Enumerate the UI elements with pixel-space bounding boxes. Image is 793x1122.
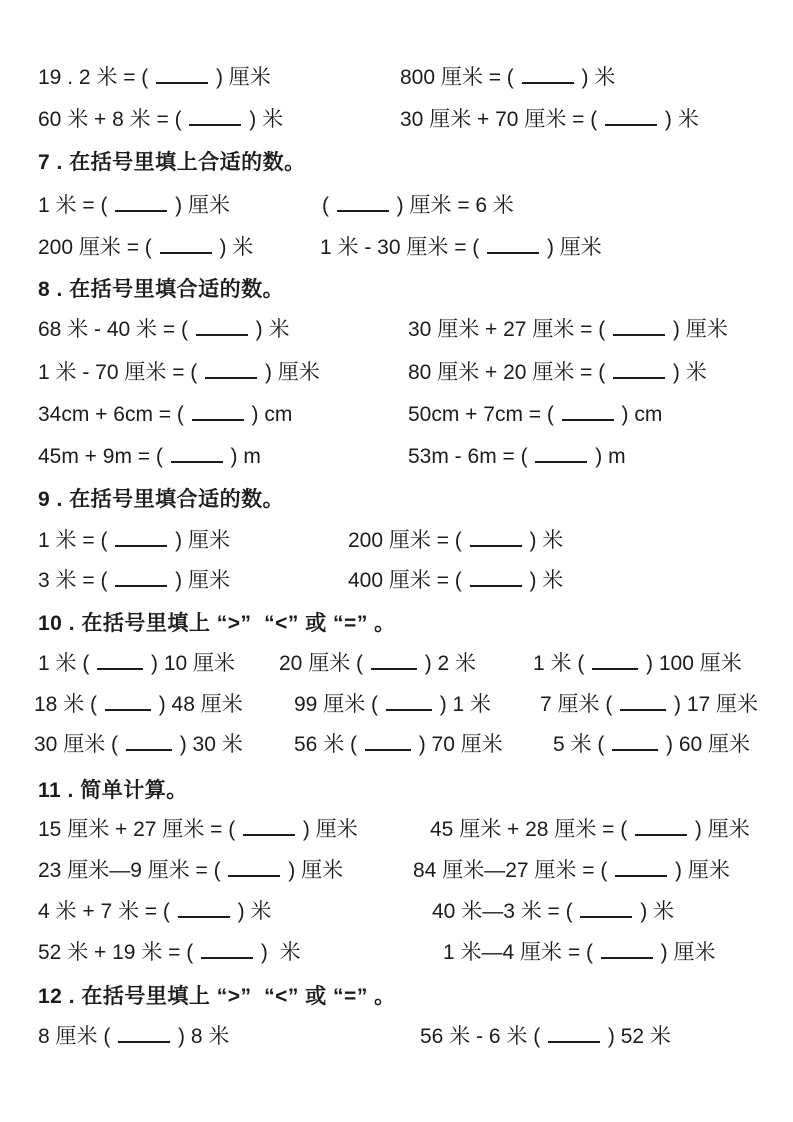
problem-text-pre: 84 厘米—27 厘米 = ( <box>413 859 614 882</box>
answer-blank <box>118 1036 170 1043</box>
problem-text-post: ) 厘米 = 6 米 <box>390 194 514 217</box>
problem-item <box>38 317 289 343</box>
section-heading: 10 . 在括号里填上 “>” “<” 或 “=” 。 <box>38 612 396 635</box>
problem-text-pre: 20 厘米 ( <box>279 652 369 675</box>
problem-text-pre: 3 米 = ( <box>38 569 114 592</box>
problem-item <box>322 193 514 219</box>
answer-blank <box>522 77 574 84</box>
answer-blank <box>470 580 522 587</box>
problem-text-pre: 56 米 ( <box>294 733 363 756</box>
problem-item <box>420 1024 671 1050</box>
answer-blank <box>192 414 244 421</box>
problem-text-post: ) 厘米 <box>259 361 320 384</box>
problem-text-pre: ( <box>322 194 335 217</box>
problem-text-post: ) cm <box>245 403 293 426</box>
problem-text-post: ) 厘米 <box>169 529 230 552</box>
answer-blank <box>171 456 223 463</box>
answer-blank <box>115 580 167 587</box>
answer-blank <box>601 952 653 959</box>
problem-text-pre: 53m - 6m = ( <box>408 445 534 468</box>
problem-text-pre: 52 米 + 19 米 = ( <box>38 941 200 964</box>
problem-item <box>540 692 758 718</box>
problem-text-post: ) cm <box>615 403 663 426</box>
problem-text-post: ) m <box>224 445 261 468</box>
problem-text-pre: 4 米 + 7 米 = ( <box>38 900 176 923</box>
problem-item <box>38 940 301 966</box>
problem-item <box>34 732 243 758</box>
problem-text-post: ) 米 <box>213 236 254 259</box>
answer-blank <box>243 829 295 836</box>
answer-blank <box>613 329 665 336</box>
answer-blank <box>615 870 667 877</box>
problem-text-post: ) 48 厘米 <box>152 693 243 716</box>
problem-text-post: ) 米 <box>667 361 707 384</box>
problem-text-pre: 800 厘米 = ( <box>400 66 520 89</box>
answer-blank <box>365 744 411 751</box>
problem-text-pre: 18 米 ( <box>34 693 103 716</box>
problem-text-post: ) 米 <box>231 900 272 923</box>
answer-blank <box>160 247 212 254</box>
problem-text-pre: 7 厘米 ( <box>540 693 619 716</box>
problem-text-post: ) 厘米 <box>667 318 728 341</box>
answer-blank <box>470 540 522 547</box>
problem-text-post: ) 厘米 <box>169 569 230 592</box>
problem-text-pre: 1 米 = ( <box>38 194 114 217</box>
problem-item <box>408 444 626 470</box>
problem-item <box>294 692 491 718</box>
answer-blank <box>205 372 257 379</box>
problem-text-post: ) 米 <box>249 318 290 341</box>
problem-item <box>38 1024 229 1050</box>
section-heading: 8 . 在括号里填合适的数。 <box>38 278 285 301</box>
problem-item <box>348 568 563 594</box>
problem-text-pre: 23 厘米—9 厘米 = ( <box>38 859 227 882</box>
problem-text-post: ) 厘米 <box>169 194 230 217</box>
answer-blank <box>580 911 632 918</box>
problem-text-post: ) 10 厘米 <box>145 652 236 675</box>
answer-blank <box>156 77 208 84</box>
answer-blank <box>386 704 432 711</box>
problem-text-post: ) 米 <box>659 108 699 131</box>
problem-text-post: ) 8 米 <box>172 1025 230 1048</box>
problem-item <box>533 651 742 677</box>
answer-blank <box>548 1036 600 1043</box>
problem-text-pre: 30 厘米 + 70 厘米 = ( <box>400 108 604 131</box>
problem-text-pre: 8 厘米 ( <box>38 1025 117 1048</box>
problem-item <box>413 858 730 884</box>
problem-text-pre: 1 米 - 70 厘米 = ( <box>38 361 204 384</box>
answer-blank <box>201 952 253 959</box>
problem-text-post: ) m <box>589 445 626 468</box>
problem-item <box>38 107 283 133</box>
problem-text-pre: 1 米 = ( <box>38 529 114 552</box>
problem-text-pre: 30 厘米 ( <box>34 733 124 756</box>
problem-text-post: ) 米 <box>575 66 616 89</box>
problem-item <box>38 360 320 386</box>
problem-text-post: ) 米 <box>243 108 284 131</box>
answer-blank <box>228 870 280 877</box>
answer-blank <box>592 663 638 670</box>
problem-item <box>279 651 476 677</box>
answer-blank <box>97 663 143 670</box>
problem-text-post: ) 厘米 <box>689 818 750 841</box>
problem-text-post: ) 厘米 <box>669 859 730 882</box>
section-heading: 7 . 在括号里填上合适的数。 <box>38 151 306 174</box>
problem-item <box>38 235 253 261</box>
problem-item <box>348 528 563 554</box>
answer-blank <box>562 414 614 421</box>
problem-text-pre: 15 厘米 + 27 厘米 = ( <box>38 818 242 841</box>
problem-text-post: ) 70 厘米 <box>412 733 503 756</box>
problem-text-post: ) 厘米 <box>297 818 358 841</box>
problem-item <box>400 107 699 133</box>
answer-blank <box>196 329 248 336</box>
problem-item <box>408 360 707 386</box>
problem-text-pre: 400 厘米 = ( <box>348 569 468 592</box>
problem-text-post: ) 米 <box>523 569 564 592</box>
problem-text-post: ) 100 厘米 <box>640 652 742 675</box>
answer-blank <box>487 247 539 254</box>
answer-blank <box>535 456 587 463</box>
problem-item <box>38 651 235 677</box>
problem-item <box>38 193 230 219</box>
problem-text-pre: 30 厘米 + 27 厘米 = ( <box>408 318 612 341</box>
section-heading: 12 . 在括号里填上 “>” “<” 或 “=” 。 <box>38 985 396 1008</box>
problem-text-post: ) 米 <box>634 900 675 923</box>
problem-text-post: ) 52 米 <box>602 1025 671 1048</box>
problem-text-post: ) 60 厘米 <box>660 733 751 756</box>
problem-item <box>38 65 271 91</box>
problem-text-pre: 68 米 - 40 米 = ( <box>38 318 194 341</box>
problem-text-post: ) 厘米 <box>210 66 271 89</box>
problem-text-pre: 1 米 - 30 厘米 = ( <box>320 236 486 259</box>
problem-item <box>34 692 243 718</box>
problem-item <box>38 899 271 925</box>
answer-blank <box>620 704 666 711</box>
problem-text-post: ) 17 厘米 <box>668 693 759 716</box>
problem-text-pre: 99 厘米 ( <box>294 693 384 716</box>
problem-item <box>294 732 503 758</box>
problem-text-pre: 60 米 + 8 米 = ( <box>38 108 188 131</box>
problem-item <box>432 899 674 925</box>
answer-blank <box>635 829 687 836</box>
problem-text-pre: 80 厘米 + 20 厘米 = ( <box>408 361 612 384</box>
problem-text-pre: 45m + 9m = ( <box>38 445 169 468</box>
problem-item <box>38 402 292 428</box>
problem-item <box>320 235 602 261</box>
answer-blank <box>613 372 665 379</box>
problem-text-pre: 56 米 - 6 米 ( <box>420 1025 547 1048</box>
problem-item <box>553 732 750 758</box>
problem-text-post: ) 米 <box>523 529 564 552</box>
problem-text-pre: 200 厘米 = ( <box>38 236 158 259</box>
answer-blank <box>105 704 151 711</box>
problem-text-post: ) 30 米 <box>173 733 243 756</box>
answer-blank <box>189 119 241 126</box>
problem-text-post: ) 厘米 <box>654 941 716 964</box>
problem-text-pre: 1 米 ( <box>38 652 96 675</box>
problem-text-pre: 5 米 ( <box>553 733 611 756</box>
problem-text-post: ) 2 米 <box>418 652 477 675</box>
section-heading: 9 . 在括号里填合适的数。 <box>38 488 285 511</box>
problem-text-pre: 1 米 ( <box>533 652 591 675</box>
section-heading: 11 . 简单计算。 <box>38 779 188 802</box>
answer-blank <box>337 205 389 212</box>
problem-item <box>430 817 750 843</box>
answer-blank <box>605 119 657 126</box>
problem-text-pre: 34cm + 6cm = ( <box>38 403 190 426</box>
problem-text-post: ) 1 米 <box>433 693 492 716</box>
answer-blank <box>126 744 172 751</box>
answer-blank <box>115 205 167 212</box>
answer-blank <box>115 540 167 547</box>
problem-text-post: ) 米 <box>255 941 301 964</box>
problem-item <box>38 528 230 554</box>
problem-text-pre: 1 米—4 厘米 = ( <box>443 941 599 964</box>
problem-item <box>38 817 358 843</box>
problem-item <box>38 444 261 470</box>
problem-item <box>400 65 615 91</box>
problem-item <box>38 568 230 594</box>
problem-item <box>408 317 728 343</box>
problem-text-pre: 40 米—3 米 = ( <box>432 900 579 923</box>
problem-text-post: ) 厘米 <box>541 236 602 259</box>
answer-blank <box>371 663 417 670</box>
answer-blank <box>612 744 658 751</box>
problem-item <box>443 940 715 966</box>
problem-text-pre: 19 . 2 米 = ( <box>38 66 155 89</box>
problem-item <box>38 858 343 884</box>
problem-text-post: ) 厘米 <box>282 859 344 882</box>
answer-blank <box>178 911 230 918</box>
problem-text-pre: 50cm + 7cm = ( <box>408 403 560 426</box>
problem-item <box>408 402 662 428</box>
problem-text-pre: 200 厘米 = ( <box>348 529 468 552</box>
problem-text-pre: 45 厘米 + 28 厘米 = ( <box>430 818 634 841</box>
